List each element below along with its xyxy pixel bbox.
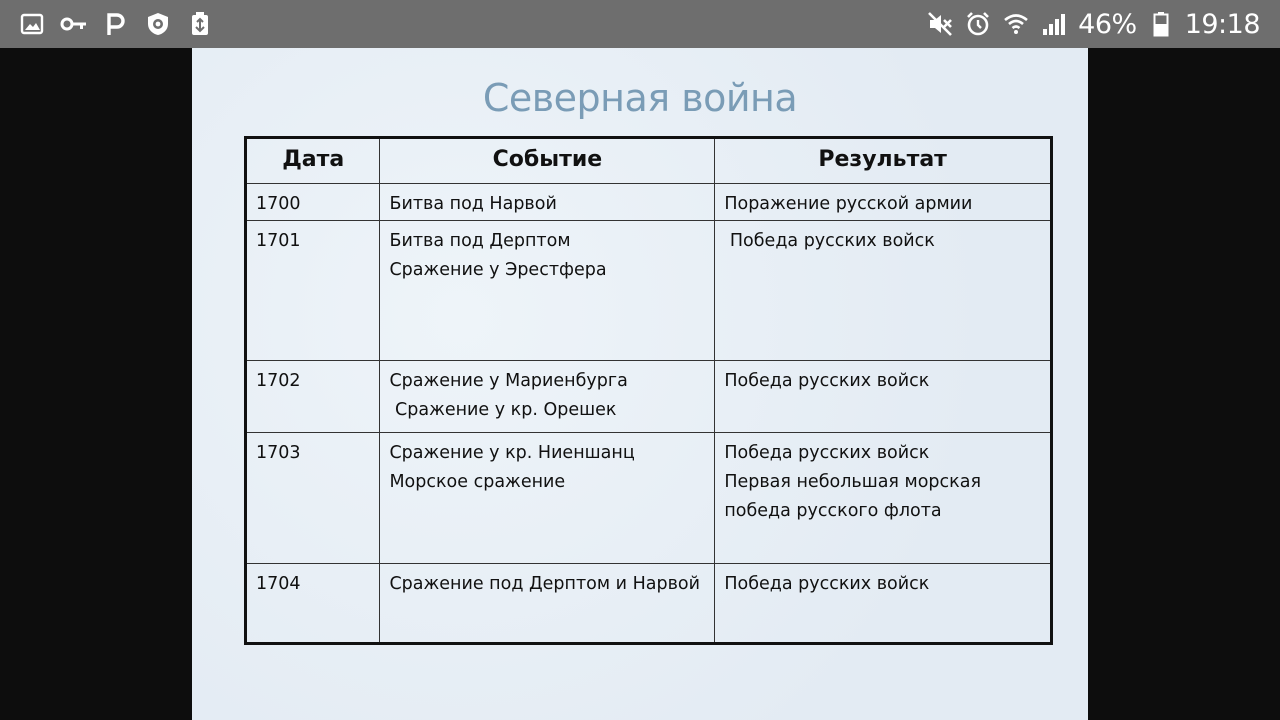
table-row <box>246 184 1052 221</box>
event-text: Сражение у Эрестфера <box>389 260 607 280</box>
result-text: Поражение русской армии <box>724 194 973 214</box>
result-text: Первая небольшая морская <box>724 472 981 492</box>
event-cell <box>380 221 715 361</box>
date-text: 1701 <box>256 231 301 251</box>
event-text: Битва под Дерптом <box>389 231 571 251</box>
date-cell <box>246 433 380 564</box>
key-icon <box>60 10 88 38</box>
header-result: Результат <box>715 138 1052 184</box>
alarm-icon <box>964 10 992 38</box>
result-cell <box>715 361 1052 433</box>
p-app-icon <box>102 10 130 38</box>
gallery-icon <box>18 10 46 38</box>
date-text: 1702 <box>256 371 301 391</box>
wifi-icon <box>1002 10 1030 38</box>
event-cell <box>380 433 715 564</box>
battery-icon <box>1147 10 1175 38</box>
date-text: 1700 <box>256 194 301 214</box>
date-cell <box>246 221 380 361</box>
signal-icon <box>1040 10 1068 38</box>
battery-percent: 46% <box>1078 8 1137 40</box>
shield-app-icon <box>144 10 172 38</box>
table-row <box>246 361 1052 433</box>
result-text: Победа русских войск <box>724 574 930 594</box>
date-cell <box>246 564 380 644</box>
recycle-icon <box>186 10 214 38</box>
result-cell <box>715 221 1052 361</box>
date-cell <box>246 184 380 221</box>
letterbox-left <box>0 48 192 720</box>
result-text: Победа русских войск <box>724 231 935 251</box>
table-row <box>246 221 1052 361</box>
table-header-row <box>246 138 1052 184</box>
table-row <box>246 433 1052 564</box>
event-text: Битва под Нарвой <box>389 194 557 214</box>
event-text: Сражение у Мариенбурга <box>389 371 628 391</box>
mute-icon <box>926 10 954 38</box>
events-table <box>244 136 1053 645</box>
date-cell <box>246 361 380 433</box>
result-text: Победа русских войск <box>724 371 930 391</box>
result-cell <box>715 433 1052 564</box>
event-text: Сражение у кр. Орешек <box>389 400 617 420</box>
result-text: Победа русских войск <box>724 443 930 463</box>
header-event: Событие <box>380 138 715 184</box>
result-cell <box>715 564 1052 644</box>
notification-icons <box>18 8 214 40</box>
system-indicators <box>926 6 1260 42</box>
presentation-slide[interactable] <box>192 48 1088 720</box>
event-cell <box>380 361 715 433</box>
clock: 19:18 <box>1184 8 1260 40</box>
date-text: 1703 <box>256 443 301 463</box>
result-cell <box>715 184 1052 221</box>
event-text: Сражение у кр. Ниеншанц <box>389 443 635 463</box>
event-text: Сражение под Дерптом и Нарвой <box>389 574 700 594</box>
event-cell <box>380 564 715 644</box>
date-text: 1704 <box>256 574 301 594</box>
table-row <box>246 564 1052 644</box>
status-bar <box>0 0 1280 48</box>
slide-title: Северная война <box>482 76 798 120</box>
letterbox-right <box>1088 48 1280 720</box>
result-text: победа русского флота <box>724 501 942 521</box>
header-date: Дата <box>246 138 380 184</box>
event-text: Морское сражение <box>389 472 566 492</box>
event-cell <box>380 184 715 221</box>
